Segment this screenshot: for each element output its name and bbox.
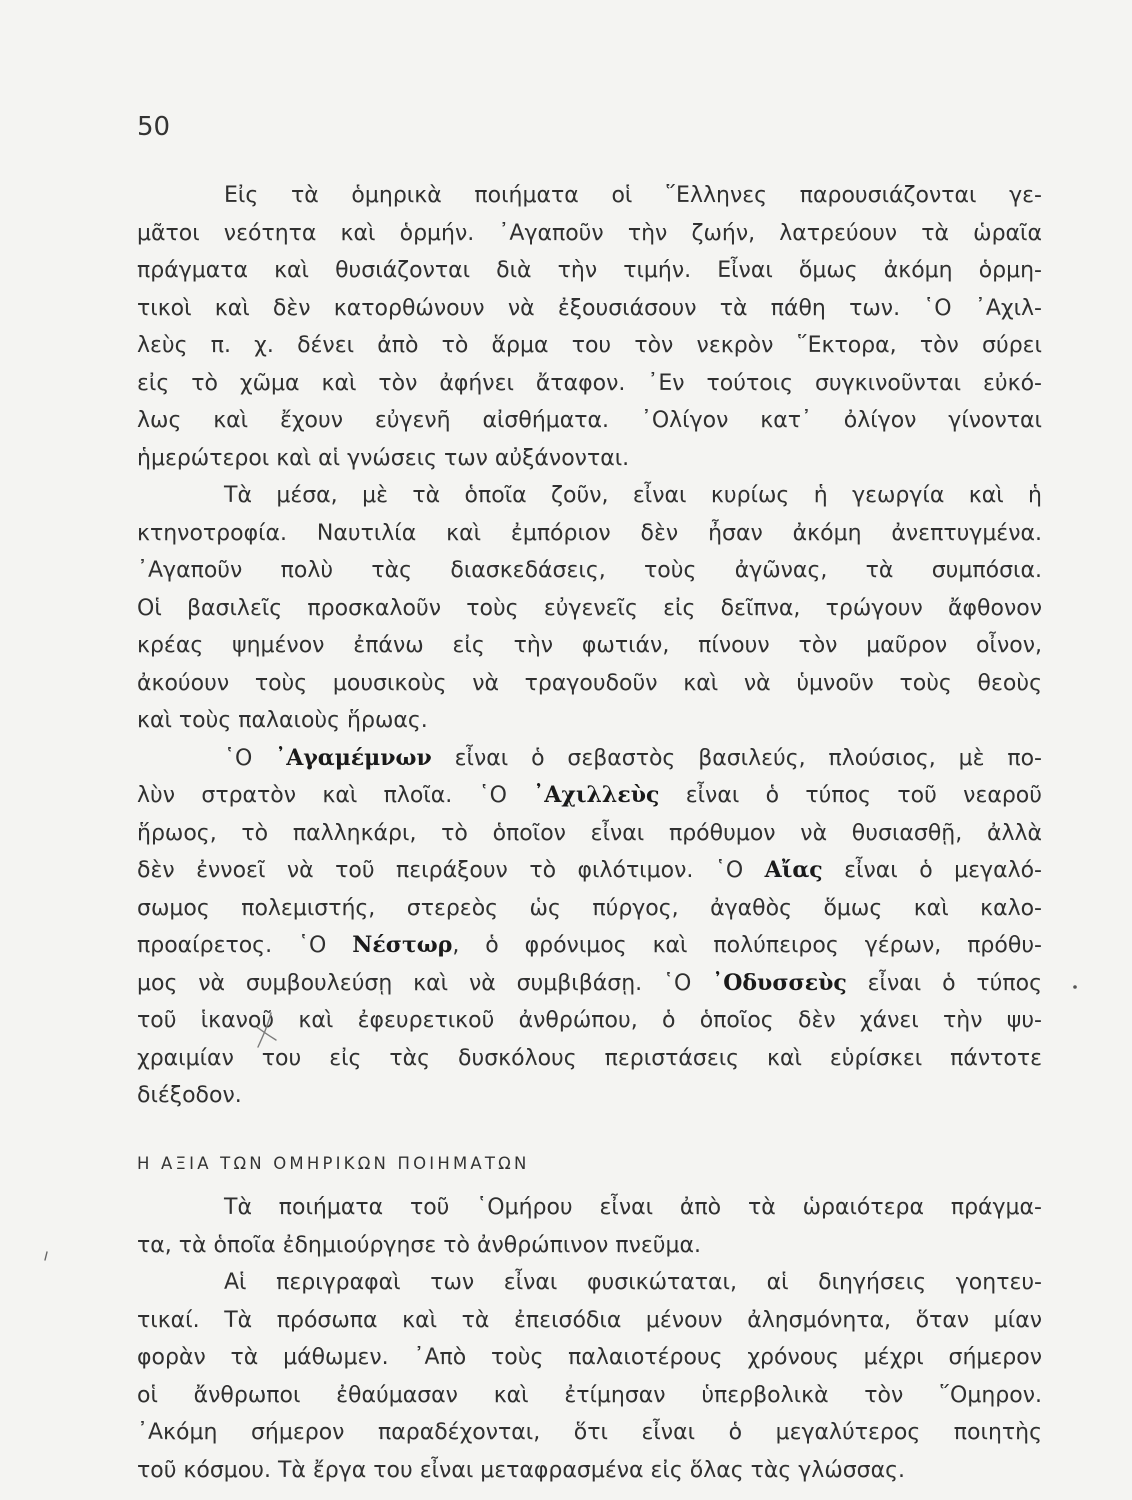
paragraph: [137, 1264, 1042, 1489]
text-line: [137, 1189, 1042, 1227]
text-run: ᾿Αγαποῦν πολὺ τὰς διασκεδάσεις, τοὺς ἀγῶνας, τὰ συμπόσια.: [137, 558, 1042, 583]
emphasized-name: ᾿Αχιλλεὺς: [533, 782, 660, 808]
text-run: δὲν ἐννοεῖ νὰ τοῦ πειράξουν τὸ φιλότιμον. ῾Ο: [137, 858, 765, 883]
text-line: [137, 1302, 1042, 1340]
text-line: [137, 1339, 1042, 1377]
text-line: [137, 1377, 1042, 1415]
text-line: [137, 552, 1042, 590]
text-line: [137, 477, 1042, 515]
text-line: [137, 215, 1042, 253]
text-run: τοῦ ἱκανοῦ καὶ ἐφευρετικοῦ ἀνθρώπου, ὁ ὁποῖος δὲν χάνει τὴν ψυ-: [137, 1008, 1042, 1033]
text-run: λὺν στρατὸν καὶ πλοῖα. ῾Ο: [137, 783, 534, 808]
text-run: τοῦ κόσμου. Τὰ ἔργα του εἶναι μεταφρασμένα εἰς ὅλας τὰς γλώσσας.: [137, 1457, 906, 1483]
text-line: [137, 290, 1042, 328]
text-line: [137, 1002, 1042, 1040]
text-line: [137, 1414, 1042, 1452]
text-run: τικαί. Τὰ πρόσωπα καὶ τὰ ἐπεισόδια μένουν ἀλησμόνητα, ὅταν μίαν: [137, 1307, 1042, 1333]
text-line: [137, 365, 1042, 403]
text-line: [137, 177, 1042, 215]
text-line: [137, 515, 1042, 553]
text-line: [137, 1452, 1042, 1490]
text-run: προαίρετος. ῾Ο: [137, 933, 353, 958]
text-line: [137, 1227, 1042, 1265]
text-line: [137, 852, 1042, 890]
text-line: [137, 1264, 1042, 1302]
text-line: [137, 702, 1042, 740]
text-run: τα, τὰ ὁποῖα ἐδημιούργησε τὸ ἀνθρώπινον πνεῦμα.: [137, 1232, 701, 1258]
text-line: [137, 965, 1042, 1003]
text-run: Τὰ ποιήματα τοῦ ῾Ομήρου εἶναι ἀπὸ τὰ ὡραιότερα πράγμα-: [224, 1195, 1042, 1220]
text-run: ἡμερώτεροι καὶ αἱ γνώσεις των αὐξάνονται.: [137, 445, 630, 471]
emphasized-name: ᾿Οδυσσεὺς: [712, 969, 847, 996]
text-line: [137, 327, 1042, 365]
text-run: ἀκούουν τοὺς μουσικοὺς νὰ τραγουδοῦν καὶ νὰ ὑμνοῦν τοὺς θεοὺς: [137, 670, 1042, 696]
text-run: Οἱ βασιλεῖς προσκαλοῦν τοὺς εὐγενεῖς εἰς δεῖπνα, τρώγουν ἄφθονον: [137, 595, 1042, 621]
text-run: μᾶτοι νεότητα καὶ ὁρμήν. ᾿Αγαποῦν τὴν ζωήν, λατρεύουν τὰ ὡραῖα: [137, 220, 1042, 246]
text-line: [137, 627, 1042, 665]
page-number: 50: [137, 112, 171, 142]
text-line: [137, 1040, 1042, 1078]
text-body: [137, 177, 1042, 1489]
text-line: [137, 440, 1042, 478]
text-run: ᾿Ακόμη σήμερον παραδέχονται, ὅτι εἶναι ὁ μεγαλύτερος ποιητὴς: [137, 1420, 1042, 1445]
text-line: [137, 777, 1042, 815]
text-line: [137, 815, 1042, 853]
paragraph: [137, 177, 1042, 477]
emphasized-name: Νέστωρ: [352, 932, 453, 958]
text-run: Τὰ μέσα, μὲ τὰ ὁποῖα ζοῦν, εἶναι κυρίως ἡ γεωργία καὶ ἡ: [224, 483, 1042, 508]
section-heading: Η ΑΞΙΑ ΤΩΝ ΟΜΗΡΙΚΩΝ ΠΟΙΗΜΑΤΩΝ: [137, 1153, 530, 1173]
text-run: ῾Ο: [224, 745, 276, 771]
stray-tick-icon: [45, 1252, 47, 1260]
text-run: φορὰν τὰ μάθωμεν. ᾿Απὸ τοὺς παλαιοτέρους χρόνους μέχρι σήμερον: [137, 1345, 1042, 1370]
text-run: πράγματα καὶ θυσιάζονται διὰ τὴν τιμήν. Εἶναι ὅμως ἀκόμη ὁρμη-: [137, 258, 1042, 283]
text-run: εἶναι ὁ τύπος τοῦ νεαροῦ: [659, 783, 1042, 808]
emphasized-name: ᾿Αγαμέμνων: [275, 744, 432, 771]
text-run: εἶναι ὁ μεγαλό-: [822, 858, 1042, 883]
text-run: Εἰς τὰ ὁμηρικὰ ποιήματα οἱ ῞Ελληνες παρουσιάζονται γε-: [224, 183, 1042, 208]
text-run: χραιμίαν του εἰς τὰς δυσκόλους περιστάσεις καὶ εὑρίσκει πάντοτε: [137, 1045, 1042, 1071]
emphasized-name: Αἴας: [764, 857, 823, 883]
text-run: σωμος πολεμιστής, στερεὸς ὡς πύργος, ἀγαθὸς ὅμως καὶ καλο-: [137, 895, 1042, 921]
text-run: λεὺς π. χ. δένει ἀπὸ τὸ ἅρμα του τὸν νεκρὸν ῞Εκτορα, τὸν σύρει: [137, 333, 1042, 358]
text-run: οἱ ἄνθρωποι ἐθαύμασαν καὶ ἐτίμησαν ὑπερβολικὰ τὸν ῞Ομηρον.: [137, 1382, 1042, 1408]
text-run: Αἱ περιγραφαὶ των εἶναι φυσικώταται, αἱ διηγήσεις γοητευ-: [224, 1270, 1042, 1295]
section-value-of-homeric-poems: [137, 1189, 1042, 1489]
paragraph: [137, 740, 1042, 1115]
text-line: [137, 402, 1042, 440]
text-run: διέξοδον.: [137, 1083, 242, 1108]
text-run: κρέας ψημένον ἐπάνω εἰς τὴν φωτιάν, πίνουν τὸν μαῦρον οἶνον,: [137, 633, 1042, 658]
paragraph: [137, 477, 1042, 740]
section-homeric-society: [137, 177, 1042, 1115]
text-run: εἰς τὸ χῶμα καὶ τὸν ἀφήνει ἄταφον. ᾿Εν τούτοις συγκινοῦνται εὐκό-: [137, 370, 1042, 396]
text-run: καὶ τοὺς παλαιοὺς ἥρωας.: [137, 708, 428, 733]
text-line: [137, 1077, 1042, 1115]
text-run: , ὁ φρόνιμος καὶ πολύπειρος γέρων, πρόθυ-: [452, 933, 1042, 958]
text-line: [137, 590, 1042, 628]
text-run: λως καὶ ἔχουν εὐγενῆ αἰσθήματα. ᾿Ολίγον κατ᾿ ὀλίγον γίνονται: [137, 408, 1042, 433]
text-line: [137, 252, 1042, 290]
text-line: [137, 740, 1042, 778]
text-run: μος νὰ συμβουλεύσῃ καὶ νὰ συμβιβάσῃ. ῾Ο: [137, 970, 713, 996]
text-run: κτηνοτροφία. Ναυτιλία καὶ ἐμπόριον δὲν ἦσαν ἀκόμη ἀνεπτυγμένα.: [137, 520, 1042, 546]
text-line: [137, 890, 1042, 928]
text-run: ἥρωος, τὸ παλληκάρι, τὸ ὁποῖον εἶναι πρόθυμον νὰ θυσιασθῇ, ἀλλὰ: [137, 820, 1042, 846]
text-run: εἶναι ὁ τύπος: [846, 970, 1043, 996]
text-run: τικοὶ καὶ δὲν κατορθώνουν νὰ ἐξουσιάσουν τὰ πάθη των. ῾Ο ᾿Αχιλ-: [137, 295, 1042, 321]
text-run: εἶναι ὁ σεβαστὸς βασιλεύς, πλούσιος, μὲ πο-: [431, 745, 1042, 771]
paragraph: [137, 1189, 1042, 1264]
stray-dot-icon: [1073, 985, 1077, 989]
text-line: [137, 927, 1042, 965]
text-line: [137, 665, 1042, 703]
